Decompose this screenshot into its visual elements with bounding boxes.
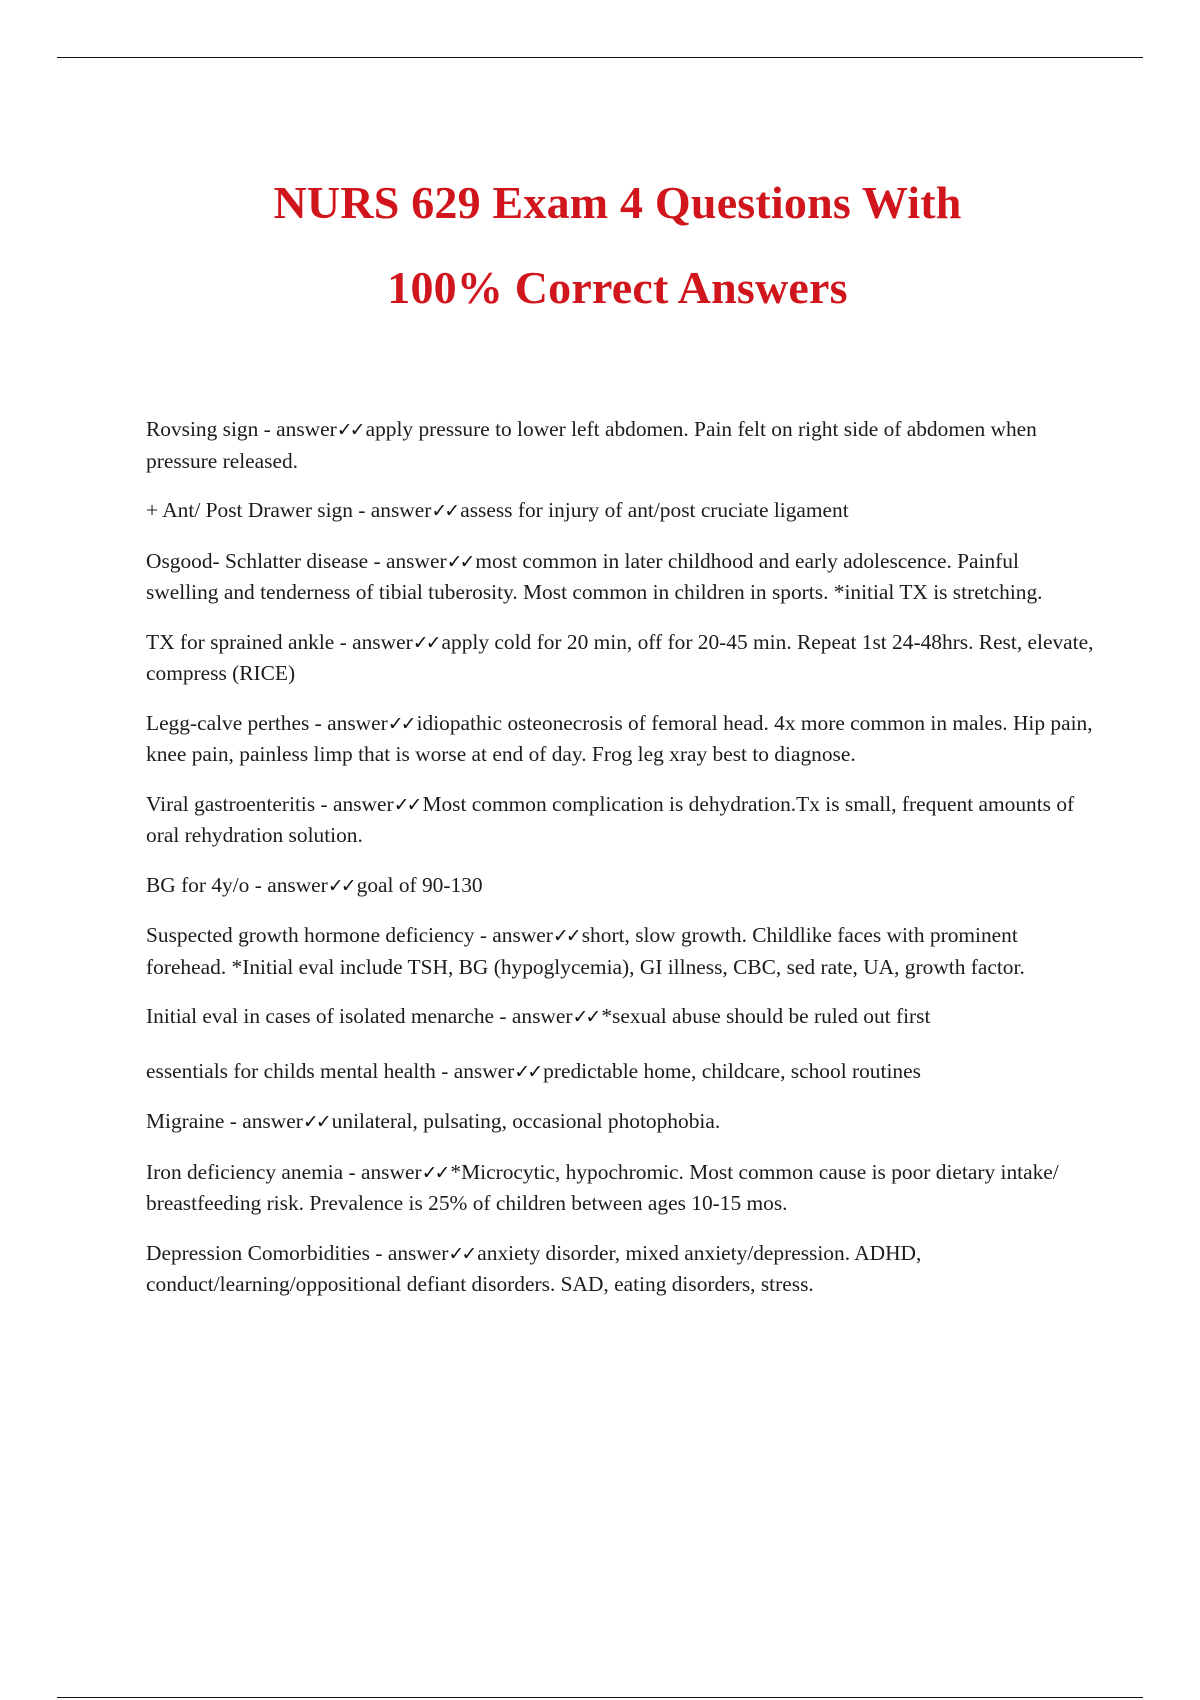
answer-separator: - answer [309,710,388,735]
double-check-icon: ✓✓ [302,1111,329,1133]
entry-term: Initial eval in cases of isolated menarche [146,1004,495,1028]
qa-entry [146,627,1096,689]
entry-term: Viral gastroenteritis [146,791,316,816]
title-line-1: NURS 629 Exam 4 Questions With [273,177,962,228]
qa-entry [146,1056,1096,1088]
double-check-icon: ✓✓ [336,419,363,441]
answer-separator: - answer [258,417,337,441]
answer-separator: - answer [435,1058,515,1083]
qa-entry [146,870,1096,902]
double-check-icon: ✓✓ [446,550,473,573]
double-check-icon: ✓✓ [421,1161,448,1184]
double-check-icon: ✓✓ [552,925,579,947]
answer-separator: - answer [352,498,432,522]
qa-entry [146,789,1096,851]
answer-separator: - answer [343,1159,422,1184]
entry-answer: most common in later childhood and early adolescence. Painful swelling and tenderness of tibial tuberosity. Most common in children in sports. *initial TX is stretching. [146,548,1043,604]
title-line-2: 100% Correct Answers [387,262,848,313]
qa-list [146,414,1096,1319]
double-check-icon: ✓✓ [448,1242,475,1265]
qa-entry [146,708,1096,770]
double-check-icon: ✓✓ [572,1006,599,1028]
entry-term: essentials for childs mental health [146,1058,436,1083]
entry-answer: unilateral, pulsating, occasional photophobia. [331,1109,721,1133]
entry-answer: *sexual abuse should be ruled out first [601,1004,931,1028]
answer-separator: - answer [315,791,394,816]
entry-answer: goal of 90-130 [356,872,483,897]
entry-term: Rovsing sign [146,417,259,441]
entry-term: Migraine [146,1109,225,1133]
entry-answer: apply cold for 20 min, off for 20-45 min. Repeat 1st 24-48hrs. Rest, elevate, compress (RICE) [146,629,1094,685]
entry-answer: Most common complication is dehydration.Tx is small, frequent amounts of oral rehydration solution. [146,791,1075,847]
answer-separator: - answer [494,1004,573,1028]
entry-term: TX for sprained ankle [146,629,335,654]
entry-answer: short, slow growth. Childlike faces with prominent forehead. *Initial eval include TSH, BG (hypoglycemia), GI illness, CBC, sed rate, UA, growth factor. [146,923,1025,979]
document-title [0,160,1200,330]
entry-answer: apply pressure to lower left abdomen. Pain felt on right side of abdomen when pressure released. [146,417,1037,473]
double-check-icon: ✓✓ [387,712,414,735]
entry-answer: anxiety disorder, mixed anxiety/depression. ADHD, conduct/learning/oppositional defiant disorders. SAD, eating disorders, stress. [146,1240,922,1296]
entry-term: Legg-calve perthes [146,710,310,735]
entry-term: + Ant/ Post Drawer sign [146,498,353,522]
answer-separator: - answer [334,629,413,654]
double-check-icon: ✓✓ [327,874,354,897]
top-rule [57,57,1143,58]
entry-term: Depression Comorbidities [146,1240,370,1265]
bottom-rule [57,1697,1143,1698]
entry-term: Iron deficiency anemia [146,1159,344,1184]
entry-answer: idiopathic osteonecrosis of femoral head. 4x more common in males. Hip pain, knee pain, painless limp that is worse at end of day. Frog leg xray best to diagnose. [146,710,1093,766]
entry-term: BG for 4y/o [146,872,250,897]
entry-answer: predictable home, childcare, school routines [543,1058,921,1083]
double-check-icon: ✓✓ [514,1060,541,1083]
answer-separator: - answer [224,1109,303,1133]
answer-separator: - answer [368,548,447,573]
qa-entry [146,1157,1096,1219]
double-check-icon: ✓✓ [412,631,439,654]
answer-separator: - answer [249,872,328,897]
entry-term: Osgood- Schlatter disease [146,548,369,573]
qa-entry [146,414,1096,476]
qa-entry [146,546,1096,608]
answer-separator: - answer [474,923,553,947]
qa-entry [146,920,1096,982]
entry-answer: assess for injury of ant/post cruciate ligament [460,498,849,522]
entry-term: Suspected growth hormone deficiency [146,923,475,947]
answer-separator: - answer [370,1240,449,1265]
qa-entry [146,1106,1096,1138]
qa-entry [146,1001,1096,1033]
double-check-icon: ✓✓ [431,500,458,522]
double-check-icon: ✓✓ [393,793,420,816]
qa-entry [146,495,1096,527]
entry-answer: *Microcytic, hypochromic. Most common cause is poor dietary intake/ breastfeeding risk. Prevalence is 25% of children between ages 10-15 mos. [146,1159,1059,1215]
qa-entry [146,1238,1096,1300]
